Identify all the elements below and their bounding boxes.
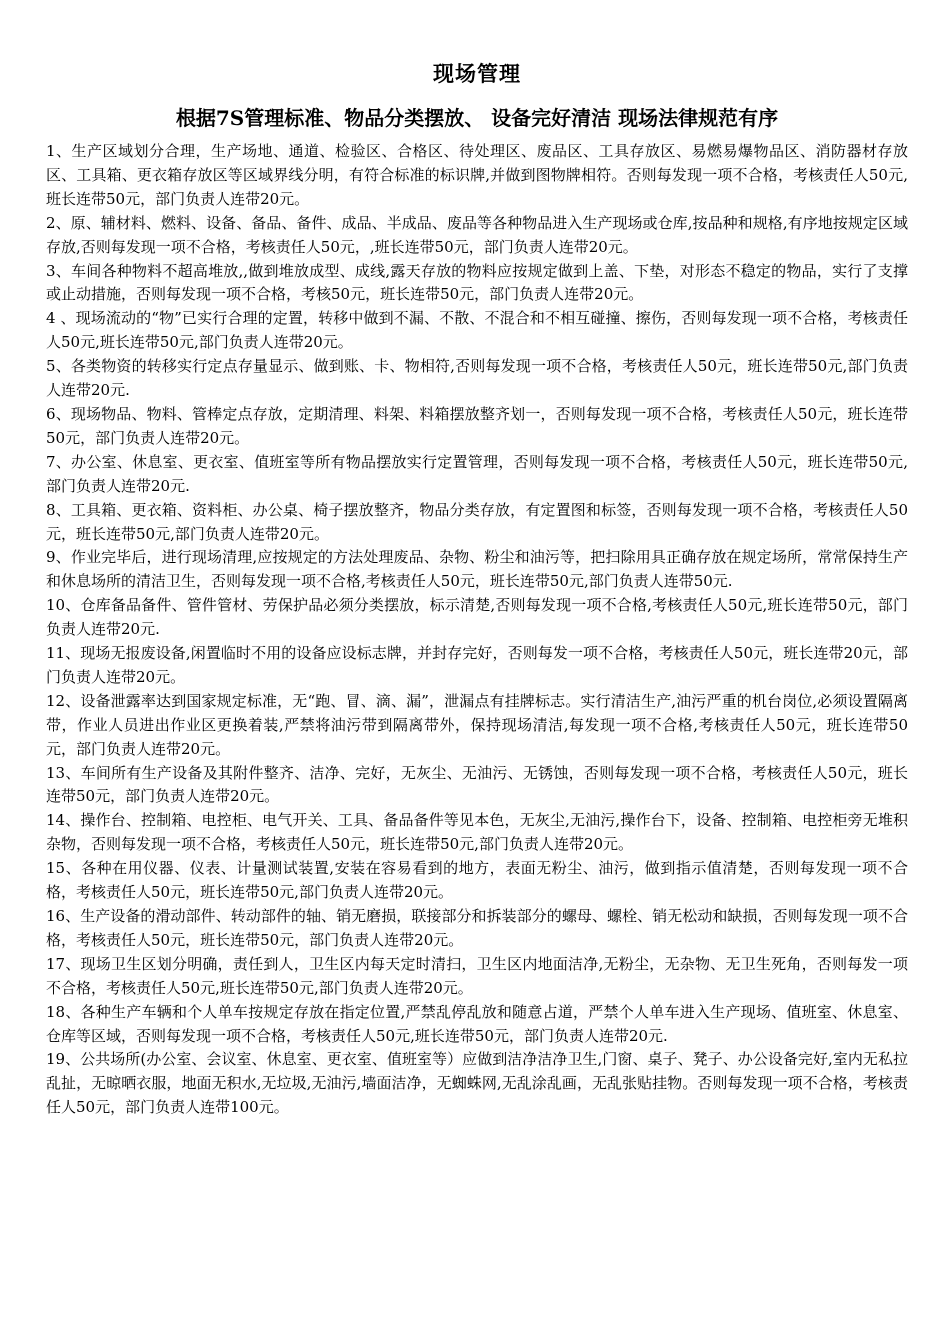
rule-item: 11、现场无报废设备,闲置临时不用的设备应设标志牌，并封存完好，否则每发一项不合格，考核责任人50元，班长连带20元，部门负责人连带20元。 bbox=[46, 644, 908, 686]
rule-item: 18、各种生产车辆和个人单车按规定存放在指定位置,严禁乱停乱放和随意占道，严禁个人单车进入生产现场、值班室、休息室、仓库等区域，否则每发现一项不合格，考核责任人50元,班长连带50元，部门负责人连带20元. bbox=[46, 1002, 908, 1045]
rule-item: 9、作业完毕后，进行现场清理,应按规定的方法处理废品、杂物、粉尘和油污等，把扫除用具正确存放在规定场所，常常保持生产和休息场所的清洁卫生，否则每发现一项不合格,考核责任人50元，班长连带50元,部门负责人连带50元. bbox=[46, 548, 908, 591]
rule-item: 4 、现场流动的“物”已实行合理的定置，转移中做到不漏、不散、不混合和不相互碰撞、擦伤，否则每发现一项不合格，考核责任人50元,班长连带50元,部门负责人连带20元。 bbox=[46, 309, 908, 352]
rule-item: 14、操作台、控制箱、电控柜、电气开关、工具、备品备件等见本色，无灰尘,无油污,操作台下，设备、控制箱、电控柜旁无堆积杂物，否则每发现一项不合格，考核责任人50元，班长连带50元,部门负责人连带20元。 bbox=[46, 811, 908, 854]
rule-item: 2、原、辅材料、燃料、设备、备品、备件、成品、半成品、废品等各种物品进入生产现场或仓库,按品种和规格,有序地按规定区域存放,否则每发现一项不合格，考核责任人50元，,班长连带50元，部门负责人连带20元。 bbox=[46, 213, 908, 256]
rule-item: 19、公共场所(办公室、会议室、休息室、更衣室、值班室等）应做到洁净洁净卫生,门窗、桌子、凳子、办公设备完好,室内无私拉乱扯，无晾晒衣服，地面无积水,无垃圾,无油污,墙面洁净，无蜘蛛网,无乱涂乱画，无乱张贴挂物。否则每发现一项不合格，考核责任人50元，部门负责人连带100元。 bbox=[46, 1050, 908, 1117]
rule-item: 17、现场卫生区划分明确，责任到人，卫生区内每天定时清扫，卫生区内地面洁净,无粉尘，无杂物、无卫生死角，否则每发一项不合格，考核责任人50元,班长连带50元,部门负责人连带20元。 bbox=[46, 954, 908, 997]
rule-item: 3、车间各种物料不超高堆放,,做到堆放成型、成线,露天存放的物料应按规定做到上盖、下垫，对形态不稳定的物品，实行了支撑或止动措施，否则每发现一项不合格，考核50元，班长连带50元，部门负责人连带20元。 bbox=[46, 261, 908, 304]
rule-item: 16、生产设备的滑动部件、转动部件的轴、销无磨损，联接部分和拆装部分的螺母、螺栓、销无松动和缺损，否则每发现一项不合格，考核责任人50元，班长连带50元，部门负责人连带20元。 bbox=[46, 907, 908, 949]
rule-item: 6、现场物品、物料、管棒定点存放，定期清理、料架、料箱摆放整齐划一，否则每发现一项不合格，考核责任人50元，班长连带50元，部门负责人连带20元。 bbox=[46, 404, 908, 447]
rule-item: 13、车间所有生产设备及其附件整齐、洁净、完好，无灰尘、无油污、无锈蚀，否则每发现一项不合格，考核责任人50元，班长连带50元，部门负责人连带20元。 bbox=[46, 763, 908, 806]
page-title: 现场管理 bbox=[433, 61, 521, 86]
rules-list bbox=[46, 140, 908, 1120]
rule-item: 10、仓库备品备件、管件管材、劳保护品必须分类摆放，标示清楚,否则每发现一项不合格,考核责任人50元,班长连带50元，部门负责人连带20元. bbox=[46, 596, 908, 639]
page-subtitle: 根据7S管理标准、物品分类摆放、 设备完好清洁 现场法律规范有序 bbox=[175, 106, 779, 130]
rule-item: 5、各类物资的转移实行定点存量显示、做到账、卡、物相符,否则每发现一项不合格，考核责任人50元，班长连带50元,部门负责人连带20元. bbox=[46, 357, 908, 400]
document-page bbox=[46, 56, 908, 1120]
rule-item: 12、设备泄露率达到国家规定标准，无“跑、冒、滴、漏”，泄漏点有挂牌标志。实行清洁生产,油污严重的机台岗位,必须设置隔离带，作业人员进出作业区更换着装,严禁将油污带到隔离带外，保持现场清洁,每发现一项不合格,考核责任人50元，班长连带50元，部门负责人连带20元。 bbox=[46, 691, 908, 758]
rule-item: 7、办公室、休息室、更衣室、值班室等所有物品摆放实行定置管理，否则每发现一项不合格，考核责任人50元，班长连带50元,部门负责人连带20元. bbox=[46, 452, 908, 495]
rule-item: 8、工具箱、更衣箱、资料柜、办公桌、椅子摆放整齐，物品分类存放，有定置图和标签，否则每发现一项不合格，考核责任人50元，班长连带50元,部门负责人连带20元。 bbox=[46, 500, 908, 543]
rule-item: 15、各种在用仪器、仪表、计量测试装置,安装在容易看到的地方，表面无粉尘、油污，做到指示值清楚，否则每发现一项不合格，考核责任人50元，班长连带50元,部门负责人连带20元。 bbox=[46, 859, 908, 902]
rule-item: 1、生产区域划分合理，生产场地、通道、检验区、合格区、待处理区、废品区、工具存放区、易燃易爆物品区、消防器材存放区、工具箱、更衣箱存放区等区域界线分明，有符合标准的标识牌,并做到图物牌相符。否则每发现一项不合格，考核责任人50元,班长连带50元，部门负责人连带20元。 bbox=[46, 142, 908, 208]
